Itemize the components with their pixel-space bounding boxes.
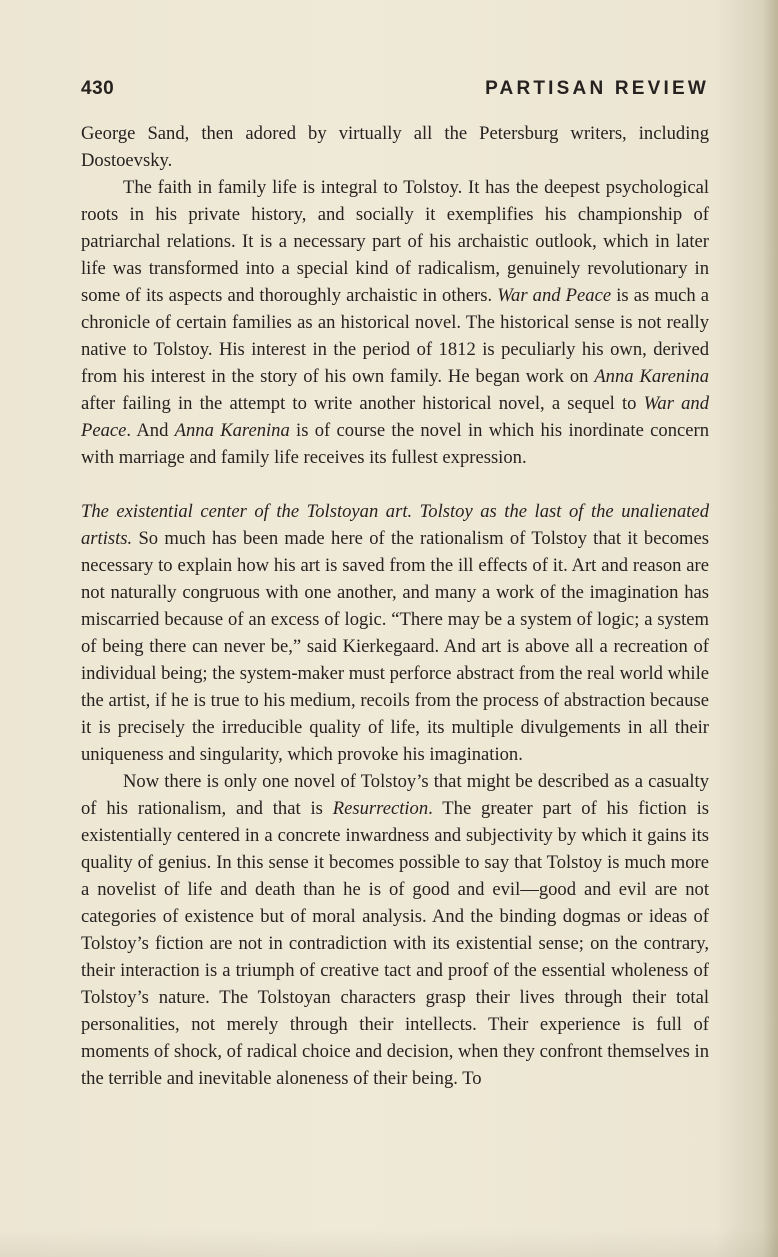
text-run: is as much a chronicle of certain families as an historical novel. The historical sense is not really native to Tolstoy. His interest in the period of 1812 is peculiarly his own, derived from his interest in the story of his own family. He began work on <box>81 285 709 387</box>
text-run: . The greater part of his fiction is existentially centered in a concrete inwardness and subjectivity by which it gains its quality of genius. In this sense it becomes possible to say that Tolstoy is much more a novelist of life and death than he is of good and evil—good and evil are not categories of existence but of moral analysis. And the binding dogmas or ideas of Tolstoy’s fiction are not in contradiction with its existential sense; on the contrary, their interaction is a triumph of creative tact and proof of the essential wholeness of Tolstoy’s nature. The Tolstoyan characters grasp their lives through their total personalities, not merely through their intellects. Their experience is full of moments of shock, of radical choice and decision, when they confront themselves in the terrible and inevitable aloneness of their being. To <box>81 798 709 1089</box>
book-title-war-and-peace: War and Peace <box>81 393 710 441</box>
paragraph-family-life <box>81 174 709 471</box>
paragraph-text: George Sand, then adored by virtually all the Petersburg writers, including Dostoevsky. <box>81 123 709 171</box>
text-run: Now there is only one novel of Tolstoy’s that might be described as a casualty of his rationalism, and that is <box>81 771 709 819</box>
book-title-anna-karenina: Anna Karenina <box>594 366 709 387</box>
text-run: The faith in family life is integral to Tolstoy. It has the deepest psychological roots in his private history, and socially it exemplifies his championship of patriarchal relations. It is a necessary part of his archaistic outlook, which in later life was transformed into a special kind of radicalism, genuinely revolutionary in some of its aspects and thoroughly archaistic in others. <box>81 177 709 306</box>
book-title-resurrection: Resurrection <box>332 798 429 819</box>
text-run: . And <box>126 420 175 441</box>
body-text <box>81 120 709 1092</box>
book-title-anna-karenina: Anna Karenina <box>174 420 290 441</box>
paragraph-existential-center <box>81 498 709 768</box>
section-heading: The existential center of the Tolstoyan art. Tolstoy as the last of the unalienated artists. <box>81 501 709 549</box>
paragraph-resurrection <box>81 768 709 1092</box>
text-run: after failing in the attempt to write another historical novel, a sequel to <box>81 393 644 414</box>
book-title-war-and-peace: War and Peace <box>497 285 612 306</box>
running-header <box>81 78 709 108</box>
journal-title: PARTISAN REVIEW <box>485 78 709 99</box>
text-run: is of course the novel in which his inordinate concern with marriage and family life receives its fullest expression. <box>81 420 709 468</box>
paragraph-continuation <box>81 120 709 174</box>
paragraph-text: So much has been made here of the rationalism of Tolstoy that it becomes necessary to explain how his art is saved from the ill effects of it. Art and reason are not naturally congruous with one another, and many a work of the imagination has miscarried because of an excess of logic. “There may be a system of logic; a system of being there can never be,” said Kierkegaard. And art is above all a recreation of individual being; the system-maker must perforce abstract from the real world while the artist, if he is true to his medium, recoils from the process of abstraction because it is precisely the irreducible quality of life, its multiple divulgements in all their uniqueness and singularity, which provoke his imagination. <box>81 528 709 765</box>
page-shadow <box>0 1229 778 1257</box>
page-number: 430 <box>81 78 115 99</box>
